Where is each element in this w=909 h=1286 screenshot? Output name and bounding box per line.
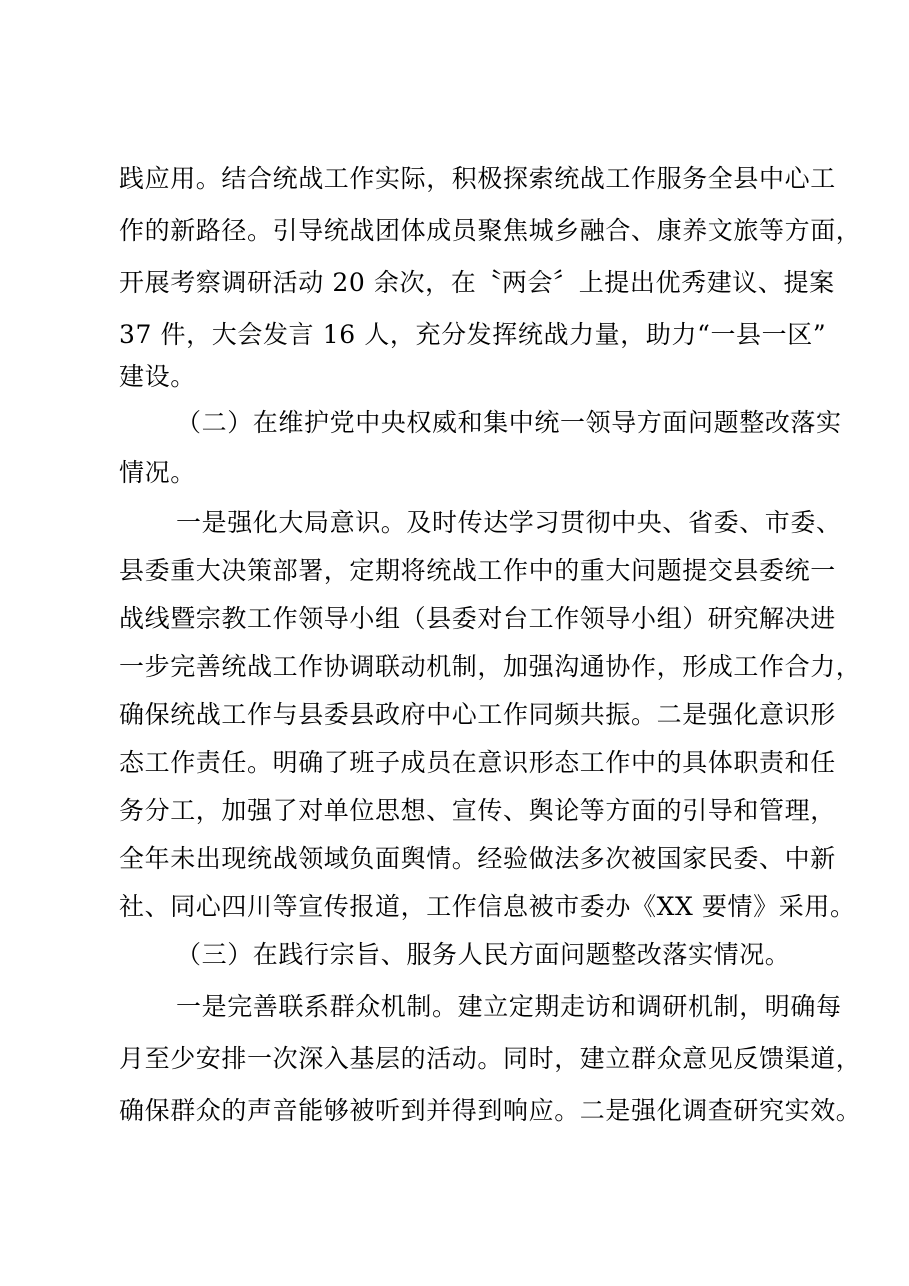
text-line: 社、同心四川等宣传报道，工作信息被市委办《XX 要情》采用。 xyxy=(119,892,856,921)
text-line: 月至少安排一次深入基层的活动。同时，建立群众意见反馈渠道， xyxy=(119,1044,862,1073)
text-line: 践应用。结合统战工作实际，积极探索统战工作服务全县中心工 xyxy=(119,164,836,193)
text-line: 作的新路径。引导统战团体成员聚焦城乡融合、康养文旅等方面， xyxy=(119,216,862,245)
text-line: 县委重大决策部署，定期将统战工作中的重大问题提交县委统一 xyxy=(119,556,836,585)
text-line: 一是完善联系群众机制。建立定期走访和调研机制，明确每 xyxy=(176,992,842,1021)
text-line: 开展考察调研活动 20 余次，在〝两会〞上提出优秀建议、提案 xyxy=(119,268,835,297)
section-heading: （二）在维护党中央权威和集中统一领导方面问题整改落实 xyxy=(176,408,842,437)
text-line: 战线暨宗教工作领导小组（县委对台工作领导小组）研究解决进 xyxy=(119,604,836,633)
text-line: 建设。 xyxy=(119,362,196,391)
section-heading-continued: 情况。 xyxy=(119,458,196,487)
text-line: 务分工，加强了对单位思想、宣传、舆论等方面的引导和管理， xyxy=(119,796,836,825)
text-line: 一是强化大局意识。及时传达学习贯彻中央、省委、市委、 xyxy=(176,508,842,537)
text-line: 确保群众的声音能够被听到并得到响应。二是强化调查研究实效。 xyxy=(119,1096,862,1125)
text-line: 37 件，大会发言 16 人，充分发挥统战力量，助力“一县一区” xyxy=(119,320,827,349)
section-heading: （三）在践行宗旨、服务人民方面问题整改落实情况。 xyxy=(176,940,791,969)
text-line: 确保统战工作与县委县政府中心工作同频共振。二是强化意识形 xyxy=(119,700,836,729)
text-line: 态工作责任。明确了班子成员在意识形态工作中的具体职责和任 xyxy=(119,748,836,777)
text-line: 全年未出现统战领域负面舆情。经验做法多次被国家民委、中新 xyxy=(119,844,836,873)
text-line: 一步完善统战工作协调联动机制，加强沟通协作，形成工作合力， xyxy=(119,652,862,681)
